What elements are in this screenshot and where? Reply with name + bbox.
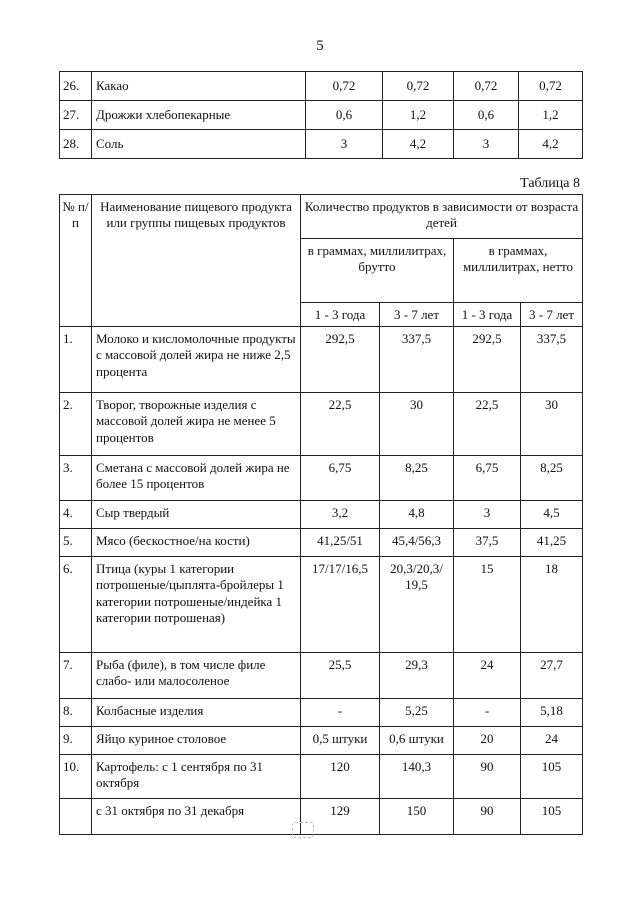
header-age: 1 - 3 года (301, 303, 380, 327)
product-name: Птица (куры 1 категории потрошеные/цыплята-бройлеры 1 категории потрошеные/индейка 1 категории потрошеная) (92, 557, 301, 653)
value-cell: 45,4/56,3 (380, 529, 454, 557)
value-cell: 20,3/20,3/ 19,5 (380, 557, 454, 653)
value-cell: 120 (301, 755, 380, 799)
value-cell: 3,2 (301, 501, 380, 529)
value-cell: 30 (380, 393, 454, 456)
value-cell: 337,5 (380, 327, 454, 393)
value-cell: 150 (380, 799, 454, 835)
value-cell: 25,5 (301, 653, 380, 699)
value-cell: 105 (521, 799, 583, 835)
product-name: Творог, творожные изделия с массовой долей жира не менее 5 процентов (92, 393, 301, 456)
continued-table (59, 71, 583, 159)
header-net: в граммах, миллилитрах, нетто (454, 239, 583, 303)
value-cell: 15 (454, 557, 521, 653)
table-row (60, 529, 583, 557)
row-number: 1. (60, 327, 92, 393)
product-name: Сметана с массовой долей жира не более 15 процентов (92, 456, 301, 501)
table-row (60, 456, 583, 501)
value-cell: 37,5 (454, 529, 521, 557)
table-row (60, 101, 583, 130)
value-cell: 0,6 (454, 101, 519, 130)
value-cell: 5,18 (521, 699, 583, 727)
value-cell: 90 (454, 755, 521, 799)
header-age: 3 - 7 лет (380, 303, 454, 327)
table-row (60, 799, 583, 835)
table-row (60, 393, 583, 456)
faint-stamp-mark (292, 822, 314, 838)
value-cell: 292,5 (454, 327, 521, 393)
value-cell: 24 (454, 653, 521, 699)
row-number: 6. (60, 557, 92, 653)
value-cell: 90 (454, 799, 521, 835)
value-cell: 6,75 (301, 456, 380, 501)
table-row (60, 501, 583, 529)
value-cell: 337,5 (521, 327, 583, 393)
value-cell: 41,25 (521, 529, 583, 557)
value-cell: 27,7 (521, 653, 583, 699)
value-cell: - (454, 699, 521, 727)
header-age: 3 - 7 лет (521, 303, 583, 327)
value-cell: 292,5 (301, 327, 380, 393)
value-cell: 8,25 (521, 456, 583, 501)
value-cell: 4,2 (383, 130, 454, 159)
product-name: Сыр твердый (92, 501, 301, 529)
header-gross: в граммах, миллилитрах, брутто (301, 239, 454, 303)
product-name: Рыба (филе), в том числе филе слабо- или малосоленое (92, 653, 301, 699)
header-row (60, 195, 583, 239)
table-row (60, 130, 583, 159)
value-cell: 0,72 (383, 72, 454, 101)
value-cell: 17/17/16,5 (301, 557, 380, 653)
table-row (60, 727, 583, 755)
value-cell: 0,6 (306, 101, 383, 130)
header-age: 1 - 3 года (454, 303, 521, 327)
value-cell: 8,25 (380, 456, 454, 501)
value-cell: 105 (521, 755, 583, 799)
product-name: Соль (92, 130, 306, 159)
row-number: 28. (60, 130, 92, 159)
value-cell: 4,5 (521, 501, 583, 529)
product-name: Мясо (бескостное/на кости) (92, 529, 301, 557)
row-number: 10. (60, 755, 92, 799)
table-row (60, 653, 583, 699)
value-cell: 0,72 (519, 72, 583, 101)
product-name: Дрожжи хлебопекарные (92, 101, 306, 130)
table-row (60, 72, 583, 101)
value-cell: 1,2 (519, 101, 583, 130)
row-number: 5. (60, 529, 92, 557)
value-cell: 4,8 (380, 501, 454, 529)
value-cell: 22,5 (454, 393, 521, 456)
table-row (60, 557, 583, 653)
row-number: 2. (60, 393, 92, 456)
header-product-name: Наименование пищевого продукта или группы пищевых продуктов (92, 195, 301, 327)
row-number: 26. (60, 72, 92, 101)
value-cell: 140,3 (380, 755, 454, 799)
row-number: 7. (60, 653, 92, 699)
value-cell: 0,6 штуки (380, 727, 454, 755)
value-cell: 0,72 (306, 72, 383, 101)
value-cell: 4,2 (519, 130, 583, 159)
value-cell: 18 (521, 557, 583, 653)
header-quantity: Количество продуктов в зависимости от возраста детей (301, 195, 583, 239)
value-cell: 30 (521, 393, 583, 456)
table-row (60, 327, 583, 393)
value-cell: 41,25/51 (301, 529, 380, 557)
value-cell: 24 (521, 727, 583, 755)
product-name: Картофель: с 1 сентября по 31 октября (92, 755, 301, 799)
row-number: 3. (60, 456, 92, 501)
row-number: 9. (60, 727, 92, 755)
row-number (60, 799, 92, 835)
row-number: 4. (60, 501, 92, 529)
value-cell: 6,75 (454, 456, 521, 501)
value-cell: 29,3 (380, 653, 454, 699)
product-name: Какао (92, 72, 306, 101)
table-caption: Таблица 8 (520, 176, 580, 191)
value-cell: 22,5 (301, 393, 380, 456)
header-number: № п/п (60, 195, 92, 327)
value-cell: 3 (454, 501, 521, 529)
value-cell: 1,2 (383, 101, 454, 130)
value-cell: 129 (301, 799, 380, 835)
value-cell: 20 (454, 727, 521, 755)
value-cell: 3 (454, 130, 519, 159)
product-name: Молоко и кисломолочные продукты с массовой долей жира не ниже 2,5 процента (92, 327, 301, 393)
row-number: 8. (60, 699, 92, 727)
value-cell: 0,5 штуки (301, 727, 380, 755)
table-row (60, 699, 583, 727)
product-name: Яйцо куриное столовое (92, 727, 301, 755)
row-number: 27. (60, 101, 92, 130)
product-name: с 31 октября по 31 декабря (92, 799, 301, 835)
value-cell: - (301, 699, 380, 727)
table-8 (59, 194, 583, 835)
table-row (60, 755, 583, 799)
page-number: 5 (316, 38, 324, 54)
value-cell: 3 (306, 130, 383, 159)
value-cell: 5,25 (380, 699, 454, 727)
product-name: Колбасные изделия (92, 699, 301, 727)
value-cell: 0,72 (454, 72, 519, 101)
